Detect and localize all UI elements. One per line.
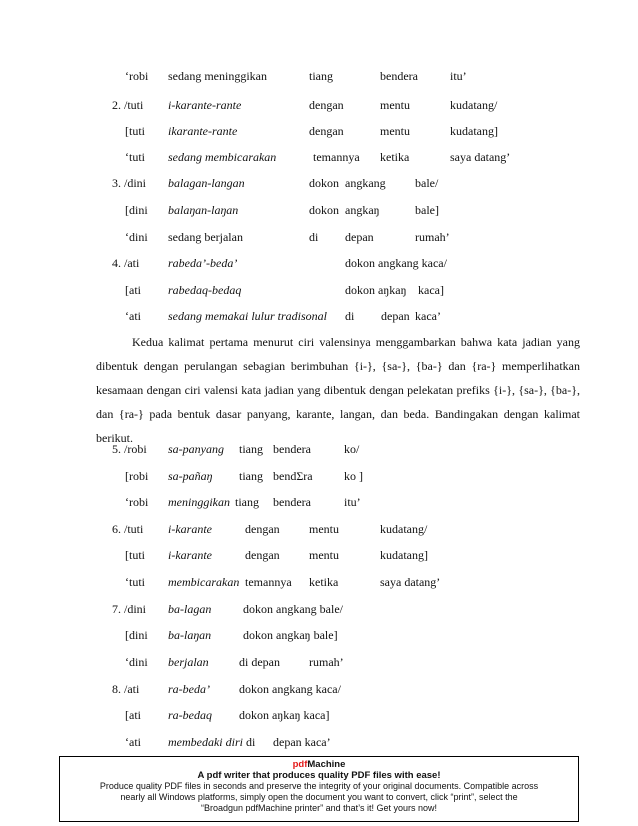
- row-word: temannya: [245, 575, 292, 589]
- row-word: rumah’: [415, 230, 450, 244]
- row-label: 8. /ati: [112, 682, 140, 696]
- row-word: itu’: [450, 69, 467, 83]
- footer-line: “Broadgun pdfMachine printer” and that’s it! Get yours now!: [201, 803, 437, 813]
- row-word: dengan: [309, 124, 344, 138]
- row-label: 3. /dini: [112, 176, 147, 190]
- row-word: dokon angkang kaca/: [345, 256, 447, 270]
- row-word: angkang: [345, 176, 386, 190]
- paragraph-line: dibentuk dengan perulangan sebagian berimbuhan {i-}, {sa-}, {ba-} dan {ra-} memperlihatkan: [96, 359, 580, 373]
- row-word: saya datang’: [450, 150, 511, 164]
- row-word: dengan: [245, 548, 280, 562]
- row-word: membicarakan: [168, 575, 240, 589]
- row-word: dokon angkaŋ bale]: [243, 628, 338, 642]
- row-word: kaca]: [418, 283, 444, 297]
- footer-brand: [60, 759, 578, 770]
- paragraph-line: berikut.: [96, 431, 133, 445]
- row-word: sedang memakai lulur tradisonal: [168, 309, 327, 323]
- row-word: sa-pañaŋ: [168, 469, 213, 483]
- row-word: ketika: [309, 575, 339, 589]
- brand-machine: Machine: [307, 759, 346, 770]
- row-label: 6. /tuti: [112, 522, 144, 536]
- row-word: di: [246, 735, 256, 749]
- row-word: sedang membicarakan: [168, 150, 277, 164]
- row-word: tiang: [309, 69, 333, 83]
- row-word: mentu: [380, 98, 410, 112]
- footer-tagline: A pdf writer that produces quality PDF files with ease!: [197, 770, 441, 781]
- row-word: ko ]: [344, 469, 363, 483]
- row-label: ‘ati: [125, 309, 141, 323]
- row-label: 7. /dini: [112, 602, 147, 616]
- row-word: mentu: [309, 548, 339, 562]
- row-word: bendera: [273, 442, 311, 456]
- row-word: sa-panyang: [168, 442, 224, 456]
- row-label: [ati: [125, 708, 141, 722]
- row-word: dokon: [309, 203, 339, 217]
- row-word: ikarante-rante: [168, 124, 238, 138]
- row-word: tiang: [235, 495, 259, 509]
- row-word: dokon aŋkaŋ kaca]: [239, 708, 330, 722]
- row-word: mentu: [380, 124, 410, 138]
- row-word: angkaŋ: [345, 203, 380, 217]
- row-word: bendera: [273, 495, 311, 509]
- row-word: dengan: [245, 522, 280, 536]
- row-word: bendΣra: [273, 469, 313, 483]
- paragraph-line: dan {ra-} pada bentuk dasar panyang, karante, langan, dan beda. Bandingakan dengan kalimat: [96, 407, 580, 421]
- row-word: ba-laŋan: [168, 628, 212, 642]
- row-word: ba-lagan: [168, 602, 212, 616]
- row-label: ‘tuti: [125, 575, 145, 589]
- footer-line: Produce quality PDF files in seconds and preserve the integrity of your original documents. Compatible across: [99, 781, 539, 791]
- row-word: depan: [381, 309, 410, 323]
- row-word: di depan: [239, 655, 280, 669]
- row-word: itu’: [344, 495, 361, 509]
- row-word: i-karante: [168, 548, 212, 562]
- row-word: i-karante-rante: [168, 98, 242, 112]
- row-word: rabeda’-beda’: [168, 256, 238, 270]
- row-label: [dini: [125, 203, 148, 217]
- row-word: di: [309, 230, 319, 244]
- row-label: 4. /ati: [112, 256, 140, 270]
- row-word: di: [345, 309, 355, 323]
- row-label: ‘tuti: [125, 150, 145, 164]
- row-word: bendera: [380, 69, 418, 83]
- row-word: kudatang]: [450, 124, 498, 138]
- row-word: temannya: [313, 150, 360, 164]
- row-word: kudatang/: [450, 98, 498, 112]
- footer-line: nearly all Windows platforms, simply open the document you want to convert, click “print”, select the: [120, 792, 518, 802]
- row-word: ketika: [380, 150, 410, 164]
- body-paragraph: [96, 330, 580, 450]
- row-word: rabedaq-bedaq: [168, 283, 242, 297]
- row-word: meninggikan: [168, 495, 230, 509]
- row-word: depan: [345, 230, 374, 244]
- row-label: [ati: [125, 283, 141, 297]
- paragraph-line: Kedua kalimat pertama menurut ciri valensinya menggambarkan bahwa kata jadian yang: [132, 335, 580, 349]
- row-word: dokon: [309, 176, 339, 190]
- row-word: ra-bedaq: [168, 708, 212, 722]
- row-word: sedang meninggikan: [168, 69, 267, 83]
- row-label: ‘robi: [125, 495, 149, 509]
- row-word: balagan-langan: [168, 176, 245, 190]
- row-word: dokon aŋkaŋ: [345, 283, 407, 297]
- row-word: tiang: [239, 469, 263, 483]
- row-label: ‘dini: [125, 655, 148, 669]
- row-label: [tuti: [125, 124, 145, 138]
- row-word: tiang: [239, 442, 263, 456]
- brand-pdf: pdf: [292, 759, 308, 770]
- row-label: 2. /tuti: [112, 98, 144, 112]
- row-word: bale]: [415, 203, 439, 217]
- row-word: ra-beda’: [168, 682, 210, 696]
- row-word: sedang berjalan: [168, 230, 243, 244]
- row-label: [dini: [125, 628, 148, 642]
- row-word: bale/: [415, 176, 439, 190]
- row-label: [robi: [125, 469, 149, 483]
- pdfmachine-footer: [59, 756, 579, 822]
- row-word: dokon angkang bale/: [243, 602, 343, 616]
- row-word: kudatang]: [380, 548, 428, 562]
- row-word: depan kaca’: [273, 735, 331, 749]
- row-word: balaŋan-laŋan: [168, 203, 239, 217]
- paragraph-line: kesamaan dengan ciri valensi kata jadian yang dibentuk dengan pelekatan prefiks {i-}, {sa-}, {ba-},: [96, 383, 580, 397]
- row-word: i-karante: [168, 522, 212, 536]
- row-label: [tuti: [125, 548, 145, 562]
- row-word: saya datang’: [380, 575, 441, 589]
- row-word: berjalan: [168, 655, 209, 669]
- row-word: kudatang/: [380, 522, 428, 536]
- row-word: mentu: [309, 522, 339, 536]
- row-label: ‘dini: [125, 230, 148, 244]
- row-word: dokon angkang kaca/: [239, 682, 341, 696]
- row-word: membedaki diri: [168, 735, 243, 749]
- row-word: rumah’: [309, 655, 344, 669]
- row-word: dengan: [309, 98, 344, 112]
- row-label: 5. /robi: [112, 442, 147, 456]
- row-word: ko/: [344, 442, 360, 456]
- row-label: ‘ati: [125, 735, 141, 749]
- row-label: ‘robi: [125, 69, 149, 83]
- row-word: kaca’: [415, 309, 441, 323]
